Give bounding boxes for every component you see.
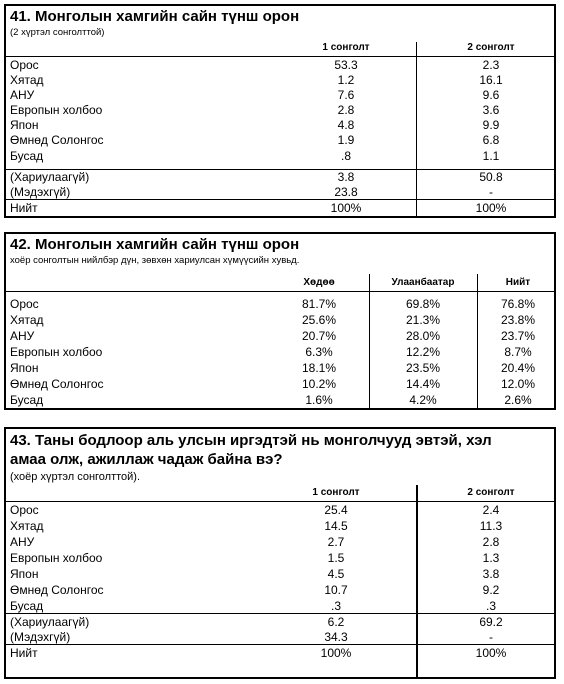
table-43-subtitle: (хоёр хүртэл сонголттой). [10, 471, 141, 483]
row-value: 81.7% [301, 297, 337, 311]
row-value: 12.0% [500, 377, 536, 391]
row-value: 20.7% [301, 329, 337, 343]
row-value: 69.8% [405, 297, 441, 311]
row-value: 16.1 [479, 73, 503, 87]
row-value: 14.4% [405, 377, 441, 391]
table-41-col-2: 2 сонголт [467, 42, 515, 53]
row-label: Хятад [10, 73, 44, 87]
row-label: Орос [10, 503, 39, 517]
row-value: 1.2 [337, 73, 355, 87]
row-value: 100% [330, 201, 362, 215]
row-value: 4.5 [327, 567, 345, 581]
row-value: 100% [475, 646, 507, 660]
row-value: 20.4% [500, 361, 536, 375]
table-row [6, 184, 554, 200]
row-value: 9.6 [482, 88, 500, 102]
table-42-col-3: Нийт [505, 277, 531, 288]
row-value: 3.8 [337, 170, 355, 184]
table-42-col-1: Хөдөө [303, 277, 335, 288]
table-41-title: 41. Монголын хамгийн сайн түнш орон [10, 8, 300, 25]
table-row [6, 87, 554, 103]
table-row [6, 566, 554, 582]
row-value: - [489, 630, 493, 644]
table-row [6, 312, 554, 328]
table-42 [4, 232, 556, 410]
table-42-rule-top [6, 291, 554, 292]
row-label: Өмнөд Солонгос [10, 583, 104, 597]
row-value: .8 [340, 149, 351, 163]
table-42-col-2: Улаанбаатар [391, 277, 455, 288]
table-43-title-line-2: амаа олж, ажиллаж чадаж байна вэ? [10, 451, 283, 468]
row-label: Өмнөд Солонгос [10, 377, 104, 391]
table-43-title-line-1: 43. Таны бодлоор аль улсын иргэдтэй нь монголчууд эвтэй, хэл [10, 432, 492, 449]
table-43 [4, 427, 556, 679]
row-value: 3.8 [482, 567, 500, 581]
row-value: 10.2% [301, 377, 337, 391]
row-label: Бусад [10, 599, 44, 613]
row-label: Япон [10, 118, 39, 132]
table-row [6, 376, 554, 392]
row-value: 18.1% [301, 361, 337, 375]
row-value: 2.4 [482, 503, 500, 517]
row-value: 23.8% [500, 313, 536, 327]
table-row [6, 645, 554, 661]
row-value: .3 [485, 599, 496, 613]
table-row [6, 296, 554, 312]
row-label: Хятад [10, 313, 44, 327]
row-value: 69.2 [479, 615, 503, 629]
table-42-title: 42. Монголын хамгийн сайн түнш орон [10, 236, 300, 253]
row-label: Япон [10, 567, 39, 581]
row-value: 21.3% [405, 313, 441, 327]
row-label: (Хариулаагүй) [10, 615, 90, 629]
row-value: 1.3 [482, 551, 500, 565]
row-value: 4.8 [337, 118, 355, 132]
row-value: 1.1 [482, 149, 500, 163]
row-label: Орос [10, 58, 39, 72]
row-value: 6.2 [327, 615, 345, 629]
table-41-col-1: 1 сонголт [322, 42, 370, 53]
table-row [6, 502, 554, 518]
row-label: Япон [10, 361, 39, 375]
row-value: 1.5 [327, 551, 345, 565]
row-value: .3 [330, 599, 341, 613]
row-value: 100% [475, 201, 507, 215]
row-value: 23.8 [334, 185, 358, 199]
table-41 [4, 4, 556, 218]
table-row [6, 598, 554, 614]
row-label: Нийт [10, 201, 38, 215]
row-value: 4.2% [409, 393, 437, 407]
table-row [6, 614, 554, 630]
row-value: 25.6% [301, 313, 337, 327]
table-row [6, 328, 554, 344]
table-row [6, 360, 554, 376]
row-value: 3.6 [482, 103, 500, 117]
row-value: 53.3 [334, 58, 358, 72]
row-value: 28.0% [405, 329, 441, 343]
row-value: 1.6% [305, 393, 333, 407]
table-row [6, 148, 554, 164]
row-value: 6.3% [305, 345, 333, 359]
row-label: Бусад [10, 393, 44, 407]
row-label: Европын холбоо [10, 103, 103, 117]
row-value: 9.2 [482, 583, 500, 597]
table-row [6, 582, 554, 598]
table-row [6, 117, 554, 133]
table-row [6, 132, 554, 148]
table-row [6, 344, 554, 360]
row-label: Өмнөд Солонгос [10, 133, 104, 147]
table-row [6, 518, 554, 534]
table-row [6, 200, 554, 216]
row-value: - [489, 185, 493, 199]
row-value: 1.9 [337, 133, 355, 147]
row-label: Нийт [10, 646, 38, 660]
row-value: 50.8 [479, 170, 503, 184]
row-label: (Мэдэхгүй) [10, 185, 71, 199]
table-row [6, 102, 554, 118]
row-value: 9.9 [482, 118, 500, 132]
row-value: 10.7 [324, 583, 348, 597]
row-value: 11.3 [479, 519, 503, 533]
row-label: (Хариулаагүй) [10, 170, 90, 184]
table-row [6, 57, 554, 73]
row-label: Хятад [10, 519, 44, 533]
row-label: (Мэдэхгүй) [10, 630, 71, 644]
table-43-col-1: 1 сонголт [312, 487, 360, 498]
table-row [6, 392, 554, 408]
row-value: 100% [320, 646, 352, 660]
row-label: АНУ [10, 535, 35, 549]
row-value: 2.8 [482, 535, 500, 549]
row-value: 25.4 [324, 503, 348, 517]
row-value: 6.8 [482, 133, 500, 147]
row-value: 23.5% [405, 361, 441, 375]
row-label: Орос [10, 297, 39, 311]
row-label: Европын холбоо [10, 551, 103, 565]
row-value: 2.7 [327, 535, 345, 549]
row-value: 7.6 [337, 88, 355, 102]
row-value: 8.7% [504, 345, 532, 359]
table-row [6, 629, 554, 645]
row-value: 23.7% [500, 329, 536, 343]
table-row [6, 550, 554, 566]
table-43-col-2: 2 сонголт [467, 487, 515, 498]
row-value: 2.3 [482, 58, 500, 72]
row-label: АНУ [10, 329, 35, 343]
row-value: 2.8 [337, 103, 355, 117]
table-row [6, 169, 554, 185]
row-value: 2.6% [504, 393, 532, 407]
row-label: Бусад [10, 149, 44, 163]
row-value: 12.2% [405, 345, 441, 359]
table-row [6, 534, 554, 550]
row-label: Европын холбоо [10, 345, 103, 359]
table-41-subtitle: (2 хүртэл сонголттой) [10, 27, 105, 38]
row-value: 14.5 [324, 519, 348, 533]
table-row [6, 72, 554, 88]
row-value: 76.8% [500, 297, 536, 311]
table-42-subtitle: хоёр сонголтын нийлбэр дүн, зөвхөн хариулсан хүмүүсийн хувьд. [10, 255, 300, 266]
row-value: 34.3 [324, 630, 348, 644]
row-label: АНУ [10, 88, 35, 102]
